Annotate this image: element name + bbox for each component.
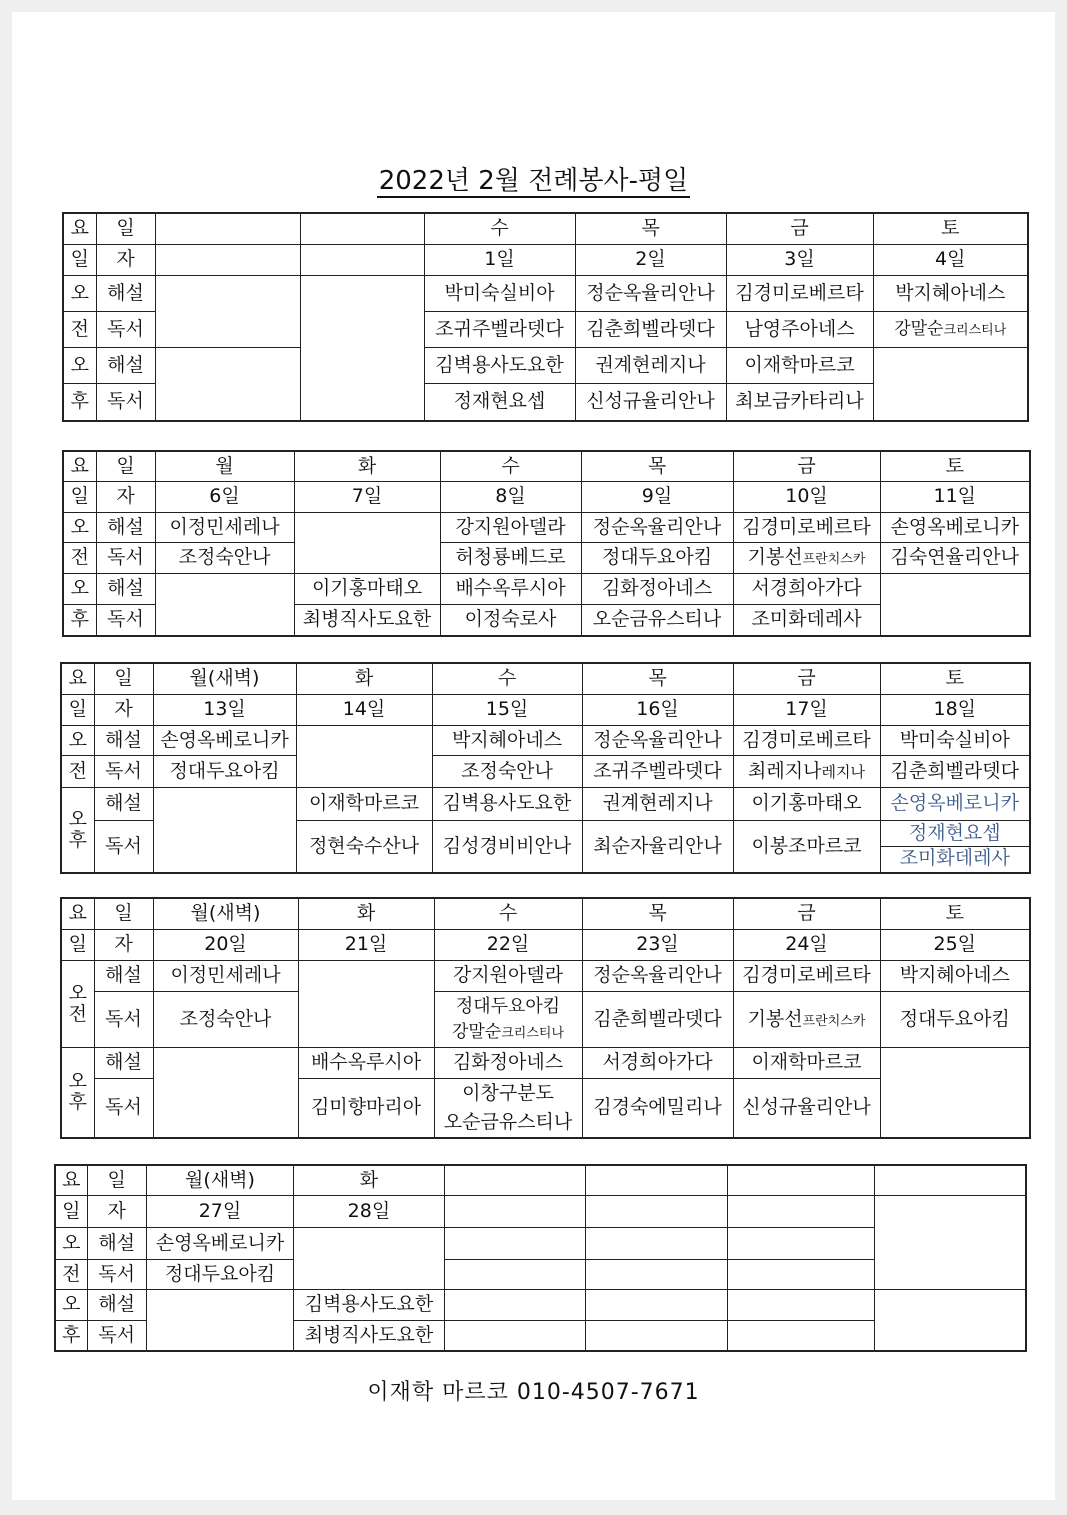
name-cell: 정순옥율리안나	[582, 725, 733, 755]
date-cell: 21일	[298, 929, 434, 960]
cell-empty	[727, 1320, 874, 1351]
cell-empty	[444, 1165, 585, 1195]
name-cell: 기봉선프란치스카	[733, 991, 880, 1047]
date-cell: 1일	[424, 244, 575, 275]
date-cell: 16일	[582, 694, 733, 725]
name-cell: 강말순크리스티나	[873, 311, 1028, 347]
name-cell: 조정숙안나	[432, 755, 582, 787]
cell-empty	[727, 1289, 874, 1320]
cell-empty	[444, 1289, 585, 1320]
label-hu: 후	[63, 604, 96, 636]
name-cell: 김춘희벨라뎃다	[582, 991, 733, 1047]
row-date	[63, 481, 1030, 512]
name-cell: 김경미로베르타	[733, 512, 880, 542]
date-cell: 25일	[880, 929, 1030, 960]
name-cell: 이재학마르코	[733, 1047, 880, 1078]
name-cell-double	[880, 820, 1030, 873]
label-hu: 후	[63, 383, 96, 421]
date-cell: 7일	[294, 481, 440, 512]
date-cell: 14일	[296, 694, 432, 725]
name-cell: 김춘희벨라뎃다	[880, 755, 1030, 787]
name-cell-double	[434, 991, 582, 1047]
day-cell: 월(새벽)	[146, 1165, 293, 1195]
day-cell: 금	[733, 898, 880, 929]
label-commentary: 해설	[94, 960, 153, 991]
week3-table	[60, 662, 1031, 874]
name-cell: 배수옥루시아	[440, 573, 581, 604]
label-commentary: 해설	[96, 275, 155, 311]
name-line: 오순금유스티나	[443, 1110, 573, 1133]
date-cell: 18일	[880, 694, 1030, 725]
label-ilja-a: 일	[63, 244, 96, 275]
name-cell: 이기홍마태오	[733, 787, 880, 820]
name-line: 정대두요아킴	[455, 995, 561, 1017]
day-cell: 목	[582, 898, 733, 929]
name-line: 강말순크리스티나	[451, 1021, 565, 1042]
name-cell: 김화정아네스	[581, 573, 733, 604]
name-cell: 손영옥베로니카	[153, 725, 296, 755]
row-pm-commentary	[63, 347, 1028, 383]
name-line: 조미화데레사	[899, 846, 1010, 869]
day-cell: 수	[432, 663, 582, 694]
label-yoil-b: 일	[94, 898, 153, 929]
day-cell: 토	[880, 898, 1030, 929]
date-cell: 9일	[581, 481, 733, 512]
label-yoil-a: 요	[61, 663, 94, 694]
label-jeon: 전	[55, 1259, 87, 1289]
label-o: 오	[55, 1227, 87, 1259]
name-cell: 손영옥베로니카	[146, 1227, 293, 1259]
name-cell: 김경숙에밀리나	[582, 1078, 733, 1138]
row-date	[55, 1195, 1026, 1227]
row-am-commentary	[61, 725, 1030, 755]
row-am-commentary	[61, 960, 1030, 991]
label-ilja-b: 자	[94, 694, 153, 725]
cell-empty	[153, 1047, 298, 1138]
cell-empty	[586, 1195, 727, 1227]
cell-empty	[586, 1165, 727, 1195]
label-reading: 독서	[87, 1320, 146, 1351]
label-o: 오	[63, 347, 96, 383]
day-cell: 월(새벽)	[153, 663, 296, 694]
cell-empty	[155, 573, 294, 636]
day-cell: 월	[155, 451, 294, 481]
date-cell: 24일	[733, 929, 880, 960]
cell-empty	[296, 725, 432, 787]
name-cell: 김화정아네스	[434, 1047, 582, 1078]
label-commentary: 해설	[87, 1227, 146, 1259]
name-cell: 조정숙안나	[153, 991, 298, 1047]
page-title	[0, 160, 1067, 197]
cell-empty	[880, 573, 1030, 636]
date-cell: 8일	[440, 481, 581, 512]
week5-table	[54, 1164, 1027, 1352]
day-cell: 화	[294, 451, 440, 481]
cell-empty	[874, 1289, 1026, 1351]
row-pm-commentary	[61, 787, 1030, 820]
cell-empty	[727, 1195, 874, 1227]
label-ilja-b: 자	[94, 929, 153, 960]
cell-empty	[727, 1227, 874, 1259]
date-cell: 27일	[146, 1195, 293, 1227]
row-yoil	[55, 1165, 1026, 1195]
date-cell: 20일	[153, 929, 298, 960]
day-cell	[300, 213, 424, 244]
name-cell: 허청룡베드로	[440, 542, 581, 573]
label-commentary: 해설	[96, 573, 155, 604]
label-reading: 독서	[87, 1259, 146, 1289]
date-cell: 2일	[575, 244, 726, 275]
name-cell: 손영옥베로니카	[880, 512, 1030, 542]
label-reading: 독서	[96, 604, 155, 636]
name-cell: 이재학마르코	[296, 787, 432, 820]
label-o: 오	[63, 275, 96, 311]
name-cell: 이봉조마르코	[733, 820, 880, 873]
row-yoil	[61, 898, 1030, 929]
day-cell: 화	[298, 898, 434, 929]
day-cell: 금	[733, 451, 880, 481]
name-cell: 조정숙안나	[155, 542, 294, 573]
label-o: 오	[61, 725, 94, 755]
name-cell: 정재현요셉	[424, 383, 575, 421]
name-cell: 이정숙로사	[440, 604, 581, 636]
label-ilja-a: 일	[61, 929, 94, 960]
name-cell: 조귀주벨라뎃다	[582, 755, 733, 787]
name-cell: 손영옥베로니카	[880, 787, 1030, 820]
week2-table	[62, 450, 1031, 637]
name-cell: 권계현레지나	[575, 347, 726, 383]
label-o: 오	[55, 1289, 87, 1320]
contact-footer: 이재학 마르코 010-4507-7671	[367, 1380, 700, 1405]
name-cell: 이정민세레나	[155, 512, 294, 542]
date-cell: 3일	[726, 244, 873, 275]
name-cell-double	[434, 1078, 582, 1138]
label-commentary: 해설	[94, 725, 153, 755]
label-hu: 후	[55, 1320, 87, 1351]
name-cell: 이기홍마태오	[294, 573, 440, 604]
cell-empty	[880, 1047, 1030, 1138]
name-cell: 정대두요아킴	[581, 542, 733, 573]
name-cell: 최보금카타리나	[726, 383, 873, 421]
name-cell: 최병직사도요한	[294, 604, 440, 636]
cell-empty	[155, 275, 300, 347]
name-line: 이창구분도	[462, 1082, 554, 1105]
label-reading: 독서	[94, 991, 153, 1047]
day-cell: 목	[582, 663, 733, 694]
label-hu: 후	[68, 828, 87, 851]
label-reading: 독서	[96, 383, 155, 421]
label-ojeon	[61, 960, 94, 1047]
row-am-commentary	[63, 512, 1030, 542]
cell-empty	[874, 1165, 1026, 1195]
name-cell: 기봉선프란치스카	[733, 542, 880, 573]
label-reading: 독서	[96, 542, 155, 573]
label-jeon: 전	[61, 755, 94, 787]
name-cell: 신성규율리안나	[575, 383, 726, 421]
label-yoil-a: 요	[63, 213, 96, 244]
cell-empty	[444, 1195, 585, 1227]
label-o: 오	[68, 981, 87, 1004]
date-cell: 13일	[153, 694, 296, 725]
name-cell: 이재학마르코	[726, 347, 873, 383]
name-cell: 최병직사도요한	[294, 1320, 444, 1351]
label-ohu	[61, 1047, 94, 1138]
day-cell: 수	[424, 213, 575, 244]
label-yoil-b: 일	[96, 451, 155, 481]
day-cell: 금	[733, 663, 880, 694]
name-cell: 조미화데레사	[733, 604, 880, 636]
label-jeon: 전	[68, 1002, 87, 1025]
date-cell: 6일	[155, 481, 294, 512]
row-date	[61, 929, 1030, 960]
row-yoil	[63, 451, 1030, 481]
name-cell: 최순자율리안나	[582, 820, 733, 873]
name-cell: 오순금유스티나	[581, 604, 733, 636]
title-text: 2022년 2월 전례봉사-평일	[378, 166, 689, 196]
label-reading: 독서	[94, 755, 153, 787]
label-reading: 독서	[94, 1078, 153, 1138]
name-cell: 이정민세레나	[153, 960, 298, 991]
week1-table	[62, 212, 1029, 422]
day-cell: 토	[880, 663, 1030, 694]
name-cell: 김경미로베르타	[733, 960, 880, 991]
name-cell: 김경미로베르타	[733, 725, 880, 755]
day-cell	[155, 213, 300, 244]
name-cell: 정순옥율리안나	[575, 275, 726, 311]
label-ohu	[61, 787, 94, 873]
name-cell: 정순옥율리안나	[581, 512, 733, 542]
row-date	[63, 244, 1028, 275]
day-cell: 수	[434, 898, 582, 929]
date-cell: 28일	[294, 1195, 444, 1227]
label-ilja-b: 자	[87, 1195, 146, 1227]
week4-table	[60, 897, 1031, 1139]
date-cell: 10일	[733, 481, 880, 512]
label-yoil-b: 일	[96, 213, 155, 244]
label-ilja-b: 자	[96, 244, 155, 275]
name-cell: 서경희아가다	[733, 573, 880, 604]
name-cell: 김춘희벨라뎃다	[575, 311, 726, 347]
label-commentary: 해설	[87, 1289, 146, 1320]
cell-empty	[586, 1227, 727, 1259]
cell-empty	[294, 512, 440, 573]
label-o: 오	[68, 1070, 87, 1093]
name-cell: 김벽용사도요한	[432, 787, 582, 820]
date-cell: 15일	[432, 694, 582, 725]
name-line: 정재현요셉	[881, 822, 1030, 847]
label-commentary: 해설	[94, 787, 153, 820]
label-ilja-b: 자	[96, 481, 155, 512]
label-o: 오	[63, 573, 96, 604]
name-cell: 김미향마리아	[298, 1078, 434, 1138]
name-cell: 배수옥루시아	[298, 1047, 434, 1078]
cell-empty	[298, 960, 434, 1047]
row-yoil	[61, 663, 1030, 694]
cell-empty	[727, 1165, 874, 1195]
cell-empty	[727, 1259, 874, 1289]
row-date	[61, 694, 1030, 725]
label-o: 오	[63, 512, 96, 542]
row-yoil	[63, 213, 1028, 244]
row-pm-commentary	[55, 1289, 1026, 1320]
day-cell: 목	[581, 451, 733, 481]
row-am-reading	[63, 542, 1030, 573]
day-cell: 토	[873, 213, 1028, 244]
cell-empty	[444, 1227, 585, 1259]
cell-empty	[586, 1320, 727, 1351]
label-o: 오	[68, 807, 87, 830]
name-cell: 남영주아네스	[726, 311, 873, 347]
name-cell: 권계현레지나	[582, 787, 733, 820]
name-cell: 정대두요아킴	[146, 1259, 293, 1289]
label-yoil-a: 요	[55, 1165, 87, 1195]
name-cell: 박미숙실비아	[424, 275, 575, 311]
date-cell	[155, 244, 300, 275]
name-cell: 김성경비비안나	[432, 820, 582, 873]
name-cell: 박미숙실비아	[880, 725, 1030, 755]
label-ilja-a: 일	[55, 1195, 87, 1227]
cell-empty	[444, 1320, 585, 1351]
name-cell: 김경미로베르타	[726, 275, 873, 311]
label-yoil-b: 일	[87, 1165, 146, 1195]
day-cell: 화	[294, 1165, 444, 1195]
name-cell: 김벽용사도요한	[424, 347, 575, 383]
row-am-reading	[61, 755, 1030, 787]
label-ilja-a: 일	[61, 694, 94, 725]
name-cell: 김벽용사도요한	[294, 1289, 444, 1320]
date-cell: 22일	[434, 929, 582, 960]
name-cell: 조귀주벨라뎃다	[424, 311, 575, 347]
row-pm-commentary	[61, 1047, 1030, 1078]
day-cell: 목	[575, 213, 726, 244]
cell-empty	[153, 787, 296, 873]
name-cell: 강지원아델라	[440, 512, 581, 542]
label-commentary: 해설	[96, 512, 155, 542]
name-cell: 정순옥율리안나	[582, 960, 733, 991]
name-cell: 정대두요아킴	[880, 991, 1030, 1047]
name-cell: 정현숙수산나	[296, 820, 432, 873]
name-cell: 강지원아델라	[434, 960, 582, 991]
cell-empty	[873, 347, 1028, 421]
day-cell: 월(새벽)	[153, 898, 298, 929]
cell-empty	[146, 1289, 293, 1351]
name-cell: 박지혜아네스	[880, 960, 1030, 991]
row-pm-commentary	[63, 573, 1030, 604]
label-jeon: 전	[63, 311, 96, 347]
label-yoil-a: 요	[61, 898, 94, 929]
label-jeon: 전	[63, 542, 96, 573]
label-reading: 독서	[96, 311, 155, 347]
name-cell: 박지혜아네스	[873, 275, 1028, 311]
name-cell: 김숙연율리안나	[880, 542, 1030, 573]
cell-empty	[874, 1195, 1026, 1289]
label-commentary: 해설	[96, 347, 155, 383]
date-cell	[300, 244, 424, 275]
date-cell: 11일	[880, 481, 1030, 512]
cell-empty	[444, 1259, 585, 1289]
cell-empty	[294, 1227, 444, 1289]
label-commentary: 해설	[94, 1047, 153, 1078]
label-yoil-a: 요	[63, 451, 96, 481]
label-ilja-a: 일	[63, 481, 96, 512]
name-cell: 최레지나레지나	[733, 755, 880, 787]
cell-empty	[586, 1259, 727, 1289]
name-cell: 신성규율리안나	[733, 1078, 880, 1138]
day-cell: 금	[726, 213, 873, 244]
name-cell: 박지혜아네스	[432, 725, 582, 755]
label-yoil-b: 일	[94, 663, 153, 694]
label-hu: 후	[68, 1091, 87, 1114]
row-am-commentary	[63, 275, 1028, 311]
day-cell: 토	[880, 451, 1030, 481]
row-am-reading	[61, 991, 1030, 1047]
cell-empty	[155, 347, 300, 421]
date-cell: 23일	[582, 929, 733, 960]
day-cell: 화	[296, 663, 432, 694]
label-reading: 독서	[94, 820, 153, 873]
day-cell: 수	[440, 451, 581, 481]
cell-empty	[300, 275, 424, 421]
date-cell: 4일	[873, 244, 1028, 275]
date-cell: 17일	[733, 694, 880, 725]
cell-empty	[586, 1289, 727, 1320]
name-cell: 정대두요아킴	[153, 755, 296, 787]
name-cell: 서경희아가다	[582, 1047, 733, 1078]
